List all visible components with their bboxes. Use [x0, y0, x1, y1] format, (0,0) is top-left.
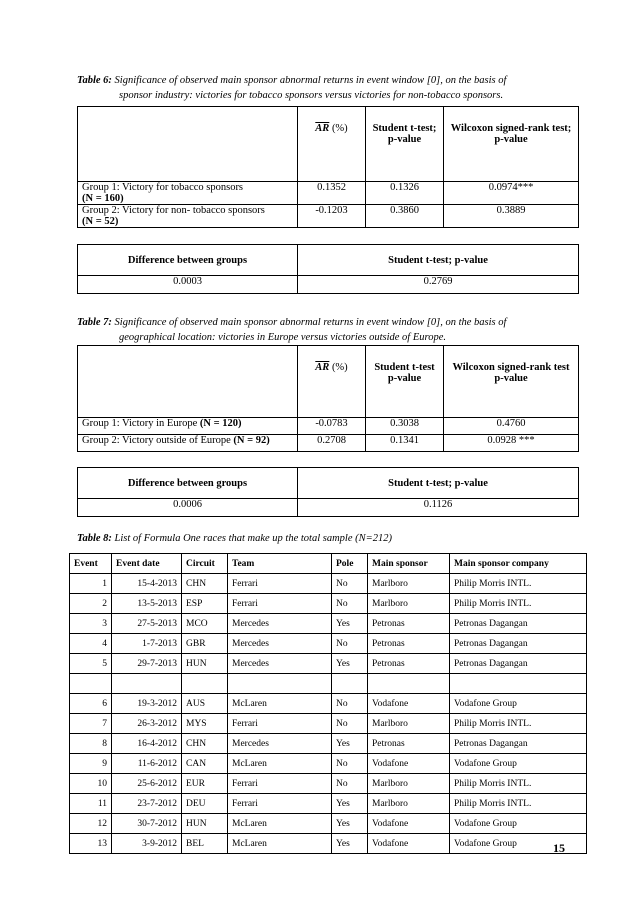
table8-cell: 4	[70, 634, 112, 654]
table8-cell: Petronas Dagangan	[450, 614, 587, 634]
table8-cell: Petronas	[368, 654, 450, 674]
table8-cell	[228, 674, 332, 694]
table8-cell: Marlboro	[368, 714, 450, 734]
table-row	[70, 714, 587, 734]
table8-cell: 23-7-2012	[112, 794, 182, 814]
table8-cell: Petronas Dagangan	[450, 654, 587, 674]
table8-header-cell: Team	[228, 554, 332, 574]
table8-cell: Philip Morris INTL.	[450, 774, 587, 794]
table8-cell: 29-7-2013	[112, 654, 182, 674]
table8-cell: McLaren	[228, 754, 332, 774]
table8-cell: McLaren	[228, 694, 332, 714]
table8-cell: Marlboro	[368, 774, 450, 794]
table8-header-cell: Main sponsor company	[450, 554, 587, 574]
table8-cell: 10	[70, 774, 112, 794]
table8-header-cell: Event date	[112, 554, 182, 574]
table8-cell: 3	[70, 614, 112, 634]
table8-cell: ESP	[182, 594, 228, 614]
table-row: Group 2: Victory for non- tobacco sponsors (N = 52) -0.1203 0.3860 0.3889	[78, 205, 579, 228]
table8-cell: CAN	[182, 754, 228, 774]
table8-cell: Petronas Dagangan	[450, 734, 587, 754]
table8-cell: McLaren	[228, 834, 332, 854]
table8-cell: 8	[70, 734, 112, 754]
table8-cell: 13	[70, 834, 112, 854]
table8-cell: 12	[70, 814, 112, 834]
table-row	[70, 634, 587, 654]
table8-cell: Mercedes	[228, 734, 332, 754]
table6-col-w: Wilcoxon signed-rank test; p-value	[444, 107, 579, 182]
table8-cell: Yes	[332, 794, 368, 814]
table8-cell: Petronas	[368, 634, 450, 654]
table8-header-cell: Event	[70, 554, 112, 574]
table8-cell: MCO	[182, 614, 228, 634]
table8-cell: 3-9-2012	[112, 834, 182, 854]
table7-col-t: Student t-test p-value	[366, 346, 444, 418]
table7-col-ar: $\overline{AR}$ (%)	[298, 346, 366, 418]
table8-cell: EUR	[182, 774, 228, 794]
table8-cell: Ferrari	[228, 714, 332, 734]
table7-diff-label: Difference between groups	[78, 468, 298, 499]
table8-cell: Philip Morris INTL.	[450, 594, 587, 614]
table8-cell: Petronas Dagangan	[450, 634, 587, 654]
table8-cell: DEU	[182, 794, 228, 814]
table8-cell: CHN	[182, 574, 228, 594]
table8-cell: Vodafone	[368, 754, 450, 774]
table8-cell: Yes	[332, 834, 368, 854]
table8-cell: GBR	[182, 634, 228, 654]
table8-cell: 6	[70, 694, 112, 714]
table8-cell: CHN	[182, 734, 228, 754]
table8-cell: Mercedes	[228, 634, 332, 654]
table8-cell: No	[332, 694, 368, 714]
table6-col-t: Student t-test; p-value	[366, 107, 444, 182]
table7	[77, 345, 579, 452]
table8-cell: Petronas	[368, 614, 450, 634]
table8-cell	[332, 674, 368, 694]
table8-cell: 25-6-2012	[112, 774, 182, 794]
table-row	[70, 594, 587, 614]
table6-difference	[77, 244, 579, 294]
table7-diff-p: 0.1126	[298, 499, 579, 517]
table8-cell: 1	[70, 574, 112, 594]
table-row	[70, 734, 587, 754]
table6-diff-p: 0.2769	[298, 276, 579, 294]
table8-cell: Vodafone	[368, 834, 450, 854]
table8-cell: 13-5-2013	[112, 594, 182, 614]
table8-cell: No	[332, 774, 368, 794]
table6-diff-value: 0.0003	[78, 276, 298, 294]
table8-cell: Vodafone	[368, 814, 450, 834]
table-row: Group 1: Victory for tobacco sponsors (N = 160) 0.1352 0.1326 0.0974***	[78, 182, 579, 205]
table8-cell: 19-3-2012	[112, 694, 182, 714]
table7-col-w: Wilcoxon signed-rank test p-value	[444, 346, 579, 418]
table8-cell: Marlboro	[368, 594, 450, 614]
table8-cell	[182, 674, 228, 694]
table8-cell: Philip Morris INTL.	[450, 794, 587, 814]
table7-diff-t-label: Student t-test; p-value	[298, 468, 579, 499]
table8-cell	[450, 674, 587, 694]
table6-caption: Table 6: Significance of observed main sponsor abnormal returns in event window [0], on the basis of sponsor industry: victories for tobacco sponsors versus victories for non-tobacco sponsors.	[77, 75, 507, 101]
table8-cell: Ferrari	[228, 774, 332, 794]
table6-diff-label: Difference between groups	[78, 245, 298, 276]
table8-cell: No	[332, 594, 368, 614]
table7-difference	[77, 467, 579, 517]
table8-cell: HUN	[182, 814, 228, 834]
table7-diff-value: 0.0006	[78, 499, 298, 517]
table8-cell: Marlboro	[368, 574, 450, 594]
table8-caption-label: Table 8:	[77, 533, 112, 544]
table-row	[70, 754, 587, 774]
table8-cell: 30-7-2012	[112, 814, 182, 834]
table6-col-ar: $\overline{AR}$ (%)	[298, 107, 366, 182]
table6-caption-label: Table 6:	[77, 75, 112, 86]
table8-cell: McLaren	[228, 814, 332, 834]
table8-cell: 1-7-2013	[112, 634, 182, 654]
table-row	[70, 614, 587, 634]
table-row	[70, 774, 587, 794]
table-row	[70, 694, 587, 714]
table8-cell: 7	[70, 714, 112, 734]
table-row: Group 1: Victory in Europe (N = 120) -0.0783 0.3038 0.4760	[78, 418, 579, 435]
table8-cell: Vodafone Group	[450, 814, 587, 834]
table8-cell: HUN	[182, 654, 228, 674]
table7-caption: Table 7: Significance of observed main sponsor abnormal returns in event window [0], on the basis of geographical location: victories in Europe versus victories outside of Europe.	[77, 317, 507, 343]
table8-cell: Yes	[332, 734, 368, 754]
table8-cell: 9	[70, 754, 112, 774]
table8-cell: Mercedes	[228, 654, 332, 674]
table8-cell: 11-6-2012	[112, 754, 182, 774]
table8-cell: Mercedes	[228, 614, 332, 634]
table8-header-row	[70, 554, 587, 574]
table8-cell: Yes	[332, 814, 368, 834]
table8-cell	[112, 674, 182, 694]
table8-cell: Vodafone Group	[450, 694, 587, 714]
table-row	[70, 794, 587, 814]
table8-cell: No	[332, 714, 368, 734]
table6-diff-t-label: Student t-test; p-value	[298, 245, 579, 276]
table8-cell: Vodafone	[368, 694, 450, 714]
table8-cell: 15-4-2013	[112, 574, 182, 594]
table8-header-cell: Pole	[332, 554, 368, 574]
table6	[77, 106, 579, 228]
table8-header-cell: Main sponsor	[368, 554, 450, 574]
table8-cell: Philip Morris INTL.	[450, 574, 587, 594]
table8-cell: Ferrari	[228, 594, 332, 614]
table-row: Group 2: Victory outside of Europe (N = 92) 0.2708 0.1341 0.0928 ***	[78, 435, 579, 452]
table-row	[70, 814, 587, 834]
table8-cell: 5	[70, 654, 112, 674]
table8-cell: No	[332, 754, 368, 774]
table8-cell: Marlboro	[368, 794, 450, 814]
table8-cell	[368, 674, 450, 694]
table7-caption-label: Table 7:	[77, 317, 112, 328]
table8-cell: MYS	[182, 714, 228, 734]
table8-cell: No	[332, 574, 368, 594]
table8-cell	[70, 674, 112, 694]
table-row	[70, 674, 587, 694]
table8-cell: Ferrari	[228, 574, 332, 594]
table-row	[70, 574, 587, 594]
table8-caption: Table 8: List of Formula One races that make up the total sample (N=212)	[77, 533, 392, 544]
table8-cell: 26-3-2012	[112, 714, 182, 734]
page-number: 15	[553, 841, 565, 855]
table8-cell: 11	[70, 794, 112, 814]
table8-cell: Petronas	[368, 734, 450, 754]
table8-cell: Ferrari	[228, 794, 332, 814]
table8-cell: Philip Morris INTL.	[450, 714, 587, 734]
table-row	[70, 654, 587, 674]
table8-cell: Yes	[332, 614, 368, 634]
table8-cell: No	[332, 634, 368, 654]
table8-header-cell: Circuit	[182, 554, 228, 574]
table8-cell: 2	[70, 594, 112, 614]
table8-cell: AUS	[182, 694, 228, 714]
table8-cell: 16-4-2012	[112, 734, 182, 754]
table8-cell: 27-5-2013	[112, 614, 182, 634]
table-row	[70, 834, 587, 854]
table8-cell: BEL	[182, 834, 228, 854]
table8	[69, 553, 587, 854]
table8-cell: Vodafone Group	[450, 754, 587, 774]
table8-cell: Vodafone Group	[450, 834, 587, 854]
table8-cell: Yes	[332, 654, 368, 674]
